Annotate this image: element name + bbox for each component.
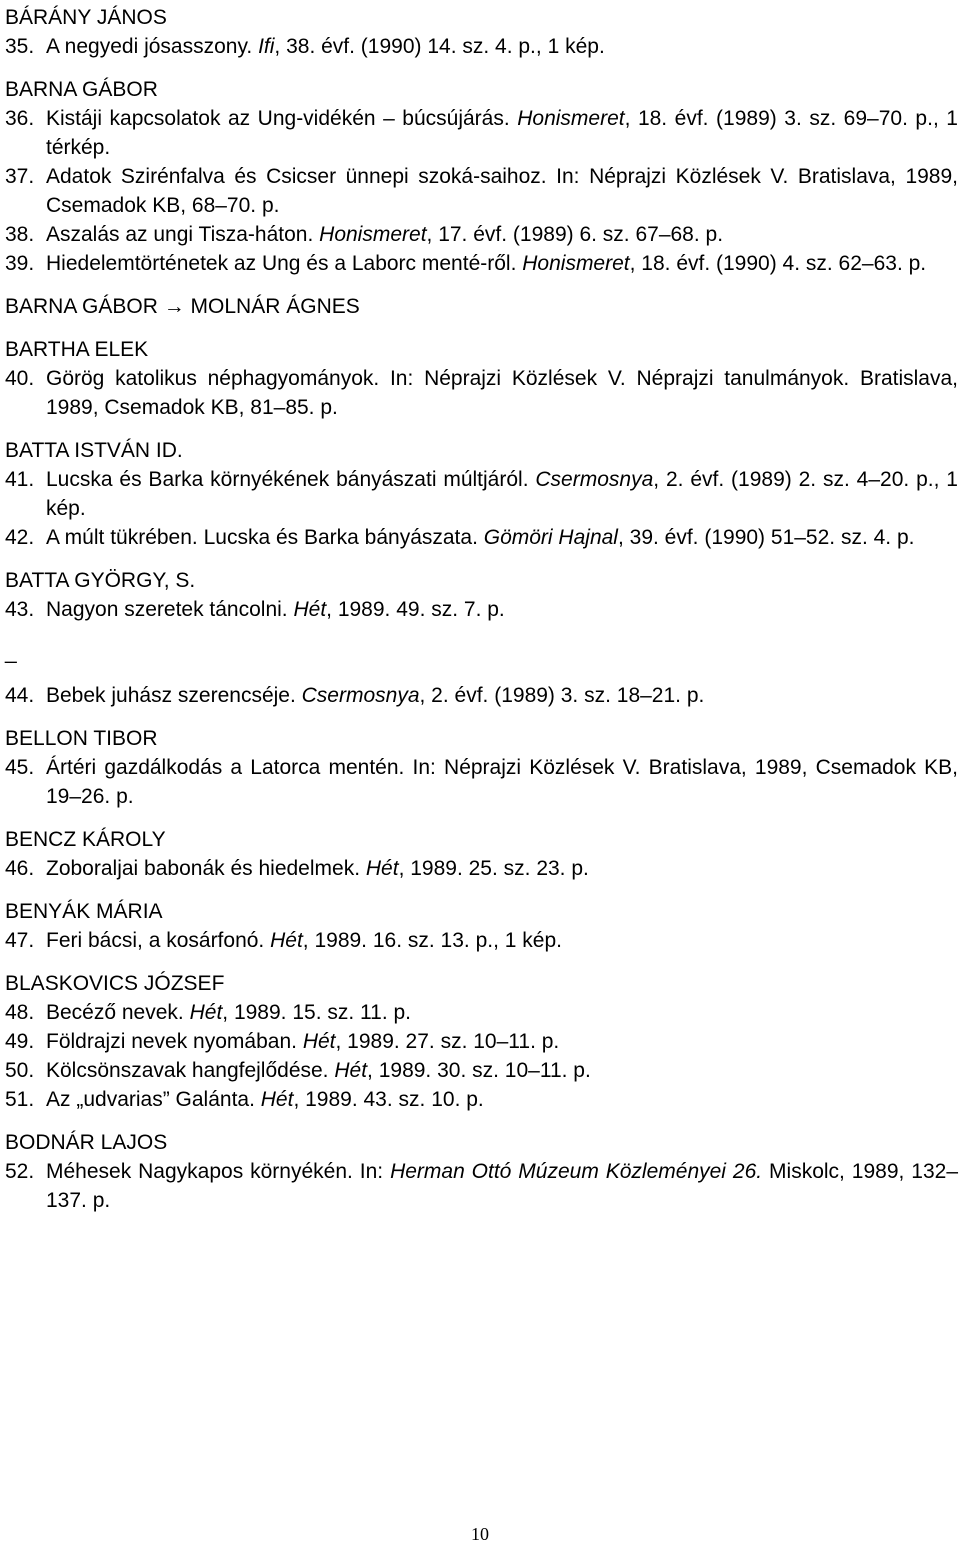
bibliography-section bbox=[5, 825, 958, 883]
separator-mark: _ bbox=[5, 641, 17, 664]
entry-number: 44. bbox=[5, 684, 35, 707]
author-heading: BODNÁR LAJOS bbox=[5, 1131, 168, 1154]
entry-text bbox=[46, 220, 958, 249]
entry-number: 43. bbox=[5, 598, 35, 621]
author-heading: BARTHA ELEK bbox=[5, 338, 149, 361]
entry-text-part: Feri bácsi, a kosárfonó. bbox=[46, 929, 271, 952]
entry-number: 51. bbox=[5, 1088, 35, 1111]
entry-text bbox=[46, 1056, 958, 1085]
publication-title: Honismeret bbox=[517, 107, 625, 130]
entry-number: 42. bbox=[5, 526, 35, 549]
entry-text-part: Miskolc, 1989, 132–137. p. bbox=[46, 1160, 959, 1212]
entry-text bbox=[46, 523, 958, 552]
publication-title: Hét bbox=[334, 1059, 368, 1082]
bibliography-entry bbox=[5, 681, 958, 710]
entry-text bbox=[46, 249, 958, 278]
entry-text-part: , 2. évf. (1989) 2. sz. 4–20. p., 1 kép. bbox=[46, 468, 958, 520]
bibliography-entry bbox=[5, 249, 958, 278]
bibliography-section bbox=[5, 335, 958, 422]
bibliography-entry bbox=[5, 364, 958, 422]
entry-text-part: A múlt tükrében. Lucska és Barka bányászata. bbox=[46, 526, 484, 549]
publication-title: Honismeret bbox=[319, 223, 427, 246]
entry-text bbox=[46, 465, 958, 523]
entry-text-part: , 1989. 30. sz. 10–11. p. bbox=[367, 1059, 591, 1082]
entry-text bbox=[46, 854, 958, 883]
page-number: 10 bbox=[471, 1524, 489, 1544]
bibliography-section bbox=[5, 969, 958, 1114]
bibliography-entry bbox=[5, 162, 958, 220]
entry-text-part: , 1989. 49. sz. 7. p. bbox=[326, 598, 505, 621]
entry-text-part: A negyedi jósasszony. bbox=[46, 35, 259, 58]
entry-text-part: , 1989. 43. sz. 10. p. bbox=[293, 1088, 484, 1111]
entry-number: 39. bbox=[5, 252, 35, 275]
bibliography-section bbox=[5, 566, 958, 624]
publication-title: Csermosnya bbox=[535, 468, 654, 491]
entry-text-part: Görög katolikus néphagyományok. In: Néprajzi Közlések V. Néprajzi tanulmányok. Bratislava, 1989, Csemadok KB, 81–85. p. bbox=[46, 367, 958, 419]
entry-text-part: Zoboraljai babonák és hiedelmek. bbox=[46, 857, 366, 880]
entry-number: 52. bbox=[5, 1160, 35, 1183]
entry-text bbox=[46, 32, 958, 61]
author-heading: BENYÁK MÁRIA bbox=[5, 900, 163, 923]
bibliography-section bbox=[5, 638, 958, 710]
publication-title: Ifi bbox=[258, 35, 275, 58]
entry-text-part: , 1989. 16. sz. 13. p., 1 kép. bbox=[302, 929, 562, 952]
bibliography-page bbox=[5, 3, 958, 1229]
entry-text bbox=[46, 1085, 958, 1114]
publication-title: Hét bbox=[302, 1030, 336, 1053]
entry-text bbox=[46, 1157, 958, 1215]
entry-number: 48. bbox=[5, 1001, 35, 1024]
entry-text bbox=[46, 364, 958, 422]
entry-text bbox=[46, 595, 958, 624]
author-heading: BÁRÁNY JÁNOS bbox=[5, 6, 167, 29]
entry-number: 35. bbox=[5, 35, 35, 58]
entry-text bbox=[46, 681, 958, 710]
entry-text-part: Ártéri gazdálkodás a Latorca mentén. In: Néprajzi Közlések V. Bratislava, 1989, Csemadok KB, 19–26. p. bbox=[46, 756, 958, 808]
entry-text bbox=[46, 162, 958, 220]
author-heading: BATTA ISTVÁN ID. bbox=[5, 439, 183, 462]
entry-text-part: , 1989. 25. sz. 23. p. bbox=[398, 857, 589, 880]
entry-text-part: Becéző nevek. bbox=[46, 1001, 190, 1024]
bibliography-entry bbox=[5, 753, 958, 811]
entry-text-part: Az „udvarias” Galánta. bbox=[46, 1088, 261, 1111]
bibliography-entry bbox=[5, 854, 958, 883]
entry-text bbox=[46, 998, 958, 1027]
bibliography-entry bbox=[5, 104, 958, 162]
bibliography-entry bbox=[5, 1085, 958, 1114]
entry-text bbox=[46, 926, 958, 955]
entry-number: 50. bbox=[5, 1059, 35, 1082]
entry-text bbox=[46, 1027, 958, 1056]
entry-text bbox=[46, 753, 958, 811]
author-heading: BARNA GÁBOR → MOLNÁR ÁGNES bbox=[5, 295, 360, 318]
entry-text-part: , 1989. 27. sz. 10–11. p. bbox=[335, 1030, 560, 1053]
entry-text-part: , 17. évf. (1989) 6. sz. 67–68. p. bbox=[426, 223, 724, 246]
entry-text-part: Kistáji kapcsolatok az Ung-vidékén – búcsújárás. bbox=[46, 107, 518, 130]
bibliography-section bbox=[5, 724, 958, 811]
publication-title: Csermosnya bbox=[301, 684, 420, 707]
entry-text-part: Nagyon szeretek táncolni. bbox=[46, 598, 294, 621]
entry-number: 40. bbox=[5, 367, 35, 390]
author-heading: BENCZ KÁROLY bbox=[5, 828, 166, 851]
publication-title: Honismeret bbox=[522, 252, 630, 275]
bibliography-entry bbox=[5, 523, 958, 552]
bibliography-section bbox=[5, 3, 958, 61]
entry-text-part: , 38. évf. (1990) 14. sz. 4. p., 1 kép. bbox=[274, 35, 605, 58]
publication-title: Hét bbox=[270, 929, 303, 952]
bibliography-entry bbox=[5, 926, 958, 955]
bibliography-section bbox=[5, 897, 958, 955]
publication-title: Gömöri Hajnal bbox=[483, 526, 618, 549]
entry-number: 37. bbox=[5, 165, 35, 188]
entry-text-part: Adatok Szirénfalva és Csicser ünnepi szoká-saihoz. In: Néprajzi Közlések V. Bratislava, 1989, Csemadok KB, 68–70. p. bbox=[46, 165, 958, 217]
entry-text-part: , 1989. 15. sz. 11. p. bbox=[222, 1001, 412, 1024]
bibliography-entry bbox=[5, 32, 958, 61]
entry-text-part: , 18. évf. (1990) 4. sz. 62–63. p. bbox=[629, 252, 927, 275]
publication-title: Hét bbox=[189, 1001, 223, 1024]
author-heading: BELLON TIBOR bbox=[5, 727, 158, 750]
bibliography-entry bbox=[5, 1056, 958, 1085]
bibliography-entry bbox=[5, 1157, 958, 1215]
bibliography-section bbox=[5, 292, 958, 321]
entry-number: 49. bbox=[5, 1030, 35, 1053]
entry-text-part: Bebek juhász szerencséje. bbox=[46, 684, 302, 707]
entry-number: 41. bbox=[5, 468, 35, 491]
entry-text-part: Méhesek Nagykapos környékén. In: bbox=[46, 1160, 391, 1183]
author-heading: BARNA GÁBOR bbox=[5, 78, 158, 101]
publication-title: Herman Ottó Múzeum Közleményei 26. bbox=[390, 1160, 763, 1183]
entry-number: 38. bbox=[5, 223, 35, 246]
entry-text-part: , 39. évf. (1990) 51–52. sz. 4. p. bbox=[617, 526, 915, 549]
entry-number: 47. bbox=[5, 929, 35, 952]
author-heading: BLASKOVICS JÓZSEF bbox=[5, 972, 225, 995]
publication-title: Hét bbox=[293, 598, 327, 621]
bibliography-entry bbox=[5, 220, 958, 249]
entry-text bbox=[46, 104, 958, 162]
publication-title: Hét bbox=[260, 1088, 294, 1111]
entry-number: 36. bbox=[5, 107, 35, 130]
bibliography-entry bbox=[5, 998, 958, 1027]
publication-title: Hét bbox=[365, 857, 399, 880]
bibliography-entry bbox=[5, 595, 958, 624]
bibliography-section bbox=[5, 75, 958, 278]
entry-text-part: Aszalás az ungi Tisza-háton. bbox=[46, 223, 320, 246]
bibliography-section bbox=[5, 436, 958, 552]
author-heading: BATTA GYÖRGY, S. bbox=[5, 569, 196, 592]
entry-text-part: Lucska és Barka környékének bányászati múltjáról. bbox=[46, 468, 536, 491]
bibliography-entry bbox=[5, 1027, 958, 1056]
entry-number: 45. bbox=[5, 756, 35, 779]
entry-text-part: Földrajzi nevek nyomában. bbox=[46, 1030, 303, 1053]
entry-text-part: Hiedelemtörténetek az Ung és a Laborc menté-ről. bbox=[46, 252, 523, 275]
bibliography-entry bbox=[5, 465, 958, 523]
entry-text-part: Kölcsönszavak hangfejlődése. bbox=[46, 1059, 335, 1082]
bibliography-section bbox=[5, 1128, 958, 1215]
entry-number: 46. bbox=[5, 857, 35, 880]
entry-text-part: , 18. évf. (1989) 3. sz. 69–70. p., 1 térkép. bbox=[46, 107, 958, 159]
entry-text-part: , 2. évf. (1989) 3. sz. 18–21. p. bbox=[419, 684, 705, 707]
